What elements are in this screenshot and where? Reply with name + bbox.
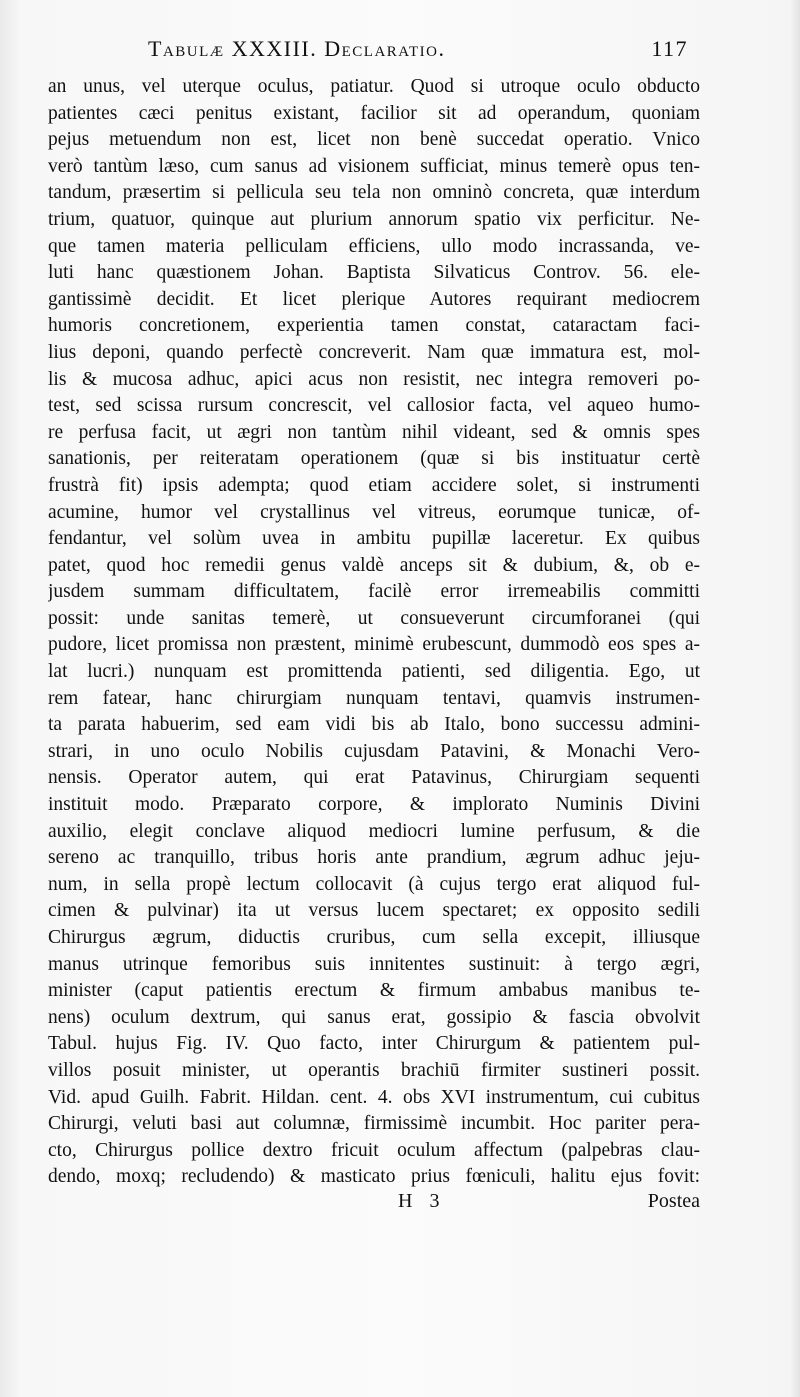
text-line: frustrà fit) ipsis adempta; quod etiam accidere solet, si instrumenti <box>48 474 700 496</box>
text-line: Chirurgus ægrum, diductis cruribus, cum sella excepit, illiusque <box>48 927 700 948</box>
text-line: cto, Chirurgus pollice dextro fricuit oculum affectum (palpebras clau- <box>48 1139 700 1161</box>
catchword: Postea <box>647 1190 700 1212</box>
running-title: Tabulæ XXXIII. Declaratio. <box>148 36 446 61</box>
text-line: patientes cæci penitus existant, facilior sit ad operandum, quoniam <box>48 102 700 124</box>
text-line: possit: unde sanitas temerè, ut consueverunt circumforanei (qui <box>48 607 700 629</box>
text-line: acumine, humor vel crystallinus vel vitreus, eorumque tunicæ, of- <box>48 501 700 523</box>
text-line: dendo, moxq; recludendo) & masticato prius fœniculi, halitu ejus fovit: <box>48 1166 700 1188</box>
text-line: luti hanc quæstionem Johan. Baptista Silvaticus Controv. 56. ele- <box>48 262 700 284</box>
text-line: trium, quatuor, quinque aut plurium annorum spatio vix perficitur. Ne- <box>48 208 700 230</box>
text-line: instituit modo. Præparato corpore, & implorato Numinis Divini <box>48 794 700 816</box>
text-line: manus utrinque femoribus suis innitentes sustinuit: à tergo ægri, <box>48 953 700 975</box>
text-line: fendantur, vel solùm uvea in ambitu pupillæ laceretur. Ex quibus <box>48 528 700 550</box>
text-line: jusdem summam difficultatem, facilè error irremeabilis committi <box>48 581 700 603</box>
text-line: sereno ac tranquillo, tribus horis ante prandium, ægrum adhuc jeju- <box>48 847 700 869</box>
text-line: verò tantùm læso, cum sanus ad visionem sufficiat, minus temerè opus ten- <box>48 155 700 177</box>
text-line: an unus, vel uterque oculus, patiatur. Quod si utroque oculo obducto <box>48 76 700 97</box>
text-line: lis & mucosa adhuc, apici acus non resistit, nec integra removeri po- <box>48 368 700 390</box>
text-line: tandum, præsertim si pellicula seu tela non omninò concreta, quæ interdum <box>48 182 700 204</box>
text-line: patet, quod hoc remedii genus valdè anceps sit & dubium, &, ob e- <box>48 554 700 576</box>
text-line: humoris concretionem, experientia tamen constat, cataractam faci- <box>48 315 700 337</box>
text-line: lat lucri.) nunquam est promittenda patienti, sed diligentia. Ego, ut <box>48 661 700 683</box>
text-line: lius deponi, quando perfectè concreverit. Nam quæ immatura est, mol- <box>48 341 700 363</box>
text-line: cimen & pulvinar) ita ut versus lucem spectaret; ex opposito sedili <box>48 900 700 922</box>
text-line: num, in sella propè lectum collocavit (à cujus tergo erat aliquod ful- <box>48 873 700 895</box>
text-line: ta parata habuerim, sed eam vidi bis ab Italo, bono successu admini- <box>48 714 700 736</box>
text-line: strari, in uno oculo Nobilis cujusdam Patavini, & Monachi Vero- <box>48 740 700 762</box>
text-line: Chirurgi, veluti basi aut columnæ, firmissimè incumbit. Hoc pariter pera- <box>48 1113 700 1135</box>
text-line: pudore, licet promissa non præstent, minimè erubescunt, dummodò eos spes a- <box>48 634 700 656</box>
text-line: villos posuit minister, ut operantis brachiū firmiter sustineri possit. <box>48 1059 700 1081</box>
text-line: auxilio, elegit conclave aliquod mediocri lumine perfusum, & die <box>48 820 700 842</box>
text-line: minister (caput patientis erectum & firmum ambabus manibus te- <box>48 980 700 1002</box>
running-header <box>148 36 688 70</box>
page-number: 117 <box>651 36 688 61</box>
text-line: nensis. Operator autem, qui erat Patavinus, Chirurgiam sequenti <box>48 767 700 789</box>
signature-mark: H 3 <box>398 1190 446 1212</box>
page-footer <box>48 1190 700 1220</box>
text-line: pejus metuendum non est, licet non benè succedat operatio. Vnico <box>48 129 700 151</box>
body-text <box>48 74 700 1191</box>
text-line: Tabul. hujus Fig. IV. Quo facto, inter Chirurgum & patientem pul- <box>48 1033 700 1055</box>
text-line: gantissimè decidit. Et licet plerique Autores requirant mediocrem <box>48 288 700 310</box>
text-line: sanationis, per reiteratam operationem (quæ si bis instituatur certè <box>48 448 700 470</box>
text-line: test, sed scissa rursum concrescit, vel callosior facta, vel aqueo humo- <box>48 395 700 417</box>
text-line: re perfusa facit, ut ægri non tantùm nihil videant, sed & omnis spes <box>48 421 700 443</box>
text-line: que tamen materia pelliculam efficiens, ullo modo incrassanda, ve- <box>48 235 700 257</box>
text-line: nens) oculum dextrum, qui sanus erat, gossipio & fascia obvolvit <box>48 1006 700 1028</box>
text-line: rem fatear, hanc chirurgiam nunquam tentavi, quamvis instrumen- <box>48 687 700 709</box>
text-line: Vid. apud Guilh. Fabrit. Hildan. cent. 4. obs XVI instrumentum, cui cubitus <box>48 1086 700 1108</box>
